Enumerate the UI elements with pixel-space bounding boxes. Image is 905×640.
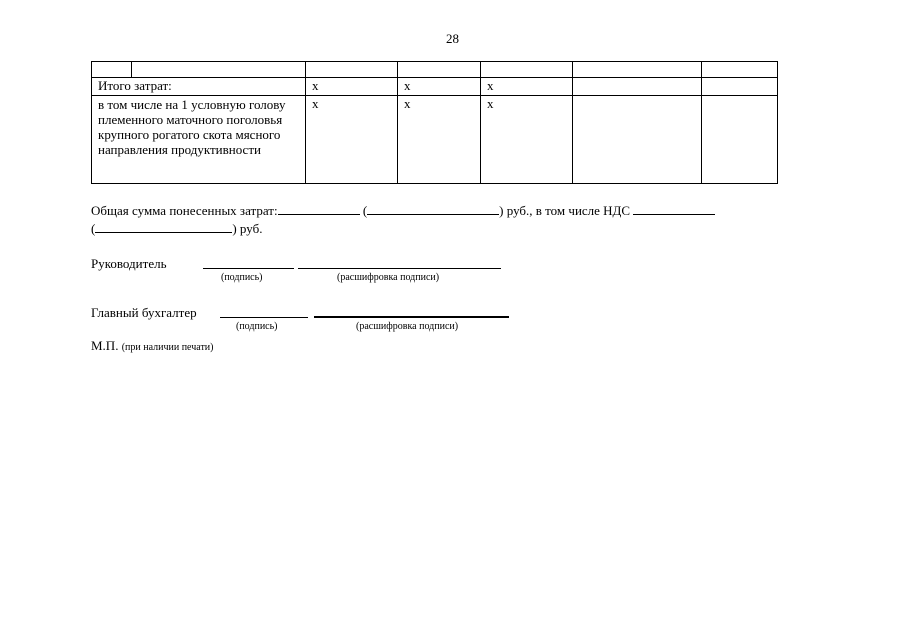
chief-accountant-label-text: Главный бухгалтер xyxy=(91,305,197,320)
open-paren: ( xyxy=(91,221,96,236)
table-cell xyxy=(573,78,702,96)
chief-accountant-signature-caption: (подпись) xyxy=(236,321,278,332)
table-cell: х xyxy=(306,96,398,184)
table-cell: х xyxy=(481,78,573,96)
chief-accountant-decoding-caption: (расшифровка подписи) xyxy=(356,321,459,332)
stamp-label: М.П. xyxy=(91,338,119,353)
chief-accountant-label xyxy=(91,305,197,321)
table-row-per-head xyxy=(92,96,778,184)
table-cell: х xyxy=(481,96,573,184)
vat-words-field[interactable] xyxy=(95,232,232,233)
vat-words-line xyxy=(91,221,262,237)
stamp-note: (при наличии печати) xyxy=(121,342,214,353)
table-cell xyxy=(702,62,778,78)
cost-table xyxy=(91,61,778,184)
rub-suffix: ) руб. xyxy=(232,221,263,236)
table-cell xyxy=(702,96,778,184)
table-row-total xyxy=(92,78,778,96)
open-paren: ( xyxy=(362,203,368,218)
table-cell xyxy=(306,62,398,78)
total-amount-field[interactable] xyxy=(278,214,360,215)
table-cell: х xyxy=(398,78,481,96)
chief-accountant-decoding-field[interactable] xyxy=(314,316,509,318)
total-costs-line xyxy=(91,203,715,219)
manager-label: Руководитель xyxy=(91,256,167,271)
manager-signature-field[interactable] xyxy=(203,268,294,269)
table-cell-label: Итого затрат: xyxy=(92,78,306,96)
stamp-line xyxy=(91,338,214,354)
table-cell xyxy=(92,62,132,78)
page-number: 28 xyxy=(446,31,459,46)
table-cell xyxy=(398,62,481,78)
vat-amount-field[interactable] xyxy=(633,214,715,215)
table-cell xyxy=(481,62,573,78)
total-amount-words-field[interactable] xyxy=(367,214,499,215)
table-cell-label: в том числе на 1 условную голову племенного маточного поголовья крупного рогатого скота мясного направления продуктивности xyxy=(92,96,306,184)
table-cell: х xyxy=(306,78,398,96)
table-cell xyxy=(573,62,702,78)
manager-signature-caption: (подпись) xyxy=(221,272,263,283)
table-cell xyxy=(702,78,778,96)
vat-label: ) руб., в том числе НДС xyxy=(499,203,631,218)
table-cell: х xyxy=(398,96,481,184)
manager-decoding-field[interactable] xyxy=(298,268,501,269)
chief-accountant-signature-field[interactable] xyxy=(220,317,308,318)
total-costs-label: Общая сумма понесенных затрат: xyxy=(91,203,278,218)
table-cell xyxy=(573,96,702,184)
table-cell xyxy=(132,62,306,78)
manager-decoding-caption: (расшифровка подписи) xyxy=(337,272,440,283)
table-header-row xyxy=(92,62,778,78)
